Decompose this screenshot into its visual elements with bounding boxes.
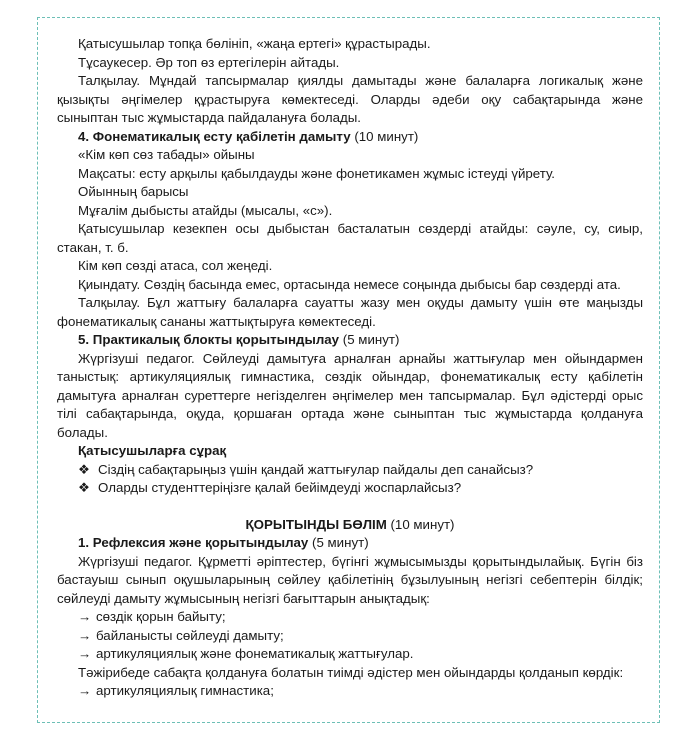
arrow-text: сөздік қорын байыту;: [96, 609, 226, 624]
paragraph: Ойынның барысы: [78, 184, 189, 199]
arrow-right-icon: →: [78, 609, 92, 624]
section-heading-1: [57, 534, 643, 553]
paragraph: Талқылау. Мұндай тапсырмалар қиялды дамытады және балаларға логикалық және қызықты әңгімелер құрастыруға көмектеседі. Оларды әдеби оқу сабақтарында және сыныптан тыс жұмыстарда пайдалануға болады.: [57, 73, 643, 125]
paragraph: Қатысушылар кезекпен осы дыбыстан басталатын сөздерді атайды: сәуле, су, сиыр, стакан, т. б.: [57, 221, 643, 255]
arrow-item: [57, 645, 643, 664]
document-body: [57, 35, 643, 701]
paragraph: Жүргізуші педагог. Сөйлеуді дамытуға арналған арнайы жаттығулар мен ойындармен таныстық: артикуляциялық гимнастика, сөздік ойындар, фонематикалық есту қабілетін дамытуға арналған суреттерге негізделген әңгімелер мен тапсырмалар. Бұл әдістерді орыс тілі сабақтарында, оқуда, қоршаған ортада және сыныптан тыс жұмыстарда қолдануға болады.: [57, 350, 643, 440]
paragraph: Қатысушылар топқа бөлініп, «жаңа ертегі» құрастырады.: [78, 36, 431, 51]
arrow-item: [57, 627, 643, 646]
heading-duration: (5 минут): [308, 535, 369, 550]
part-duration: (10 минут): [386, 516, 455, 532]
diamond-bullet-icon: ❖: [78, 480, 90, 495]
bullet-item: [57, 461, 643, 480]
paragraph: «Кім көп сөз табады» ойыны: [78, 147, 255, 162]
paragraph: Мұғалім дыбысты атайды (мысалы, «с»).: [78, 202, 333, 218]
paragraph: Жүргізуші педагог. Құрметті әріптестер, бүгінгі жұмысымызды қорытындылайық. Бүгін біз бастауыш сынып оқушыларының сөйлеу қабілетінің бұзылуының негізгі себептерін білдік; сөйлеуді дамыту жұмысының негізгі бағыттарын анықтадық:: [57, 553, 643, 606]
arrow-right-icon: →: [78, 646, 92, 661]
question-title: Қатысушыларға сұрақ: [78, 443, 227, 458]
section-heading-4: [57, 128, 643, 147]
arrow-item: [57, 682, 643, 701]
section-heading-5: [57, 331, 643, 350]
paragraph: Тәжірибеде сабақта қолдануға болатын тиімді әдістер мен ойындарды қолданып көрдік:: [78, 664, 624, 680]
diamond-bullet-icon: ❖: [78, 461, 90, 477]
heading-duration: (5 минут): [339, 332, 400, 347]
bullet-text: Оларды студенттеріңізге қалай бейімдеуді жоспарлайсыз?: [98, 480, 462, 495]
bullet-item: [57, 479, 643, 498]
heading-duration: (10 минут): [350, 128, 419, 144]
arrow-right-icon: →: [78, 683, 92, 698]
part-title-bold: ҚОРЫТЫНДЫ БӨЛІМ: [245, 516, 387, 532]
paragraph: Қиындату. Сөздің басында емес, ортасында немесе соңында дыбысы бар сөздерді ата.: [78, 276, 621, 292]
question-heading: [57, 442, 643, 461]
part-title: [57, 516, 643, 535]
arrow-text: артикуляциялық және фонематикалық жаттығулар.: [96, 646, 414, 661]
heading-title: 4. Фонематикалық есту қабілетін дамыту: [78, 128, 351, 144]
arrow-text: байланысты сөйлеуді дамыту;: [96, 627, 284, 643]
heading-title: 5. Практикалық блокты қорытындылау: [78, 332, 340, 347]
arrow-text: артикуляциялық гимнастика;: [96, 683, 274, 698]
bullet-text: Сіздің сабақтарыңыз үшін қандай жаттығулар пайдалы деп санайсыз?: [98, 461, 534, 477]
paragraph: Кім көп сөзді атаса, сол жеңеді.: [78, 258, 273, 273]
paragraph: Тұсаукесер. Әр топ өз ертегілерін айтады.: [78, 54, 340, 70]
heading-title: 1. Рефлексия және қорытындылау: [78, 535, 309, 550]
paragraph: Талқылау. Бұл жаттығу балаларға сауатты жазу мен оқуды дамыту үшін өте маңызды фонематикалық сананы жаттықтыруға көмектеседі.: [57, 295, 643, 329]
arrow-item: [57, 608, 643, 627]
arrow-right-icon: →: [78, 627, 92, 643]
paragraph: Мақсаты: есту арқылы қабылдауды және фонетикамен жұмыс істеуді үйрету.: [78, 165, 556, 181]
